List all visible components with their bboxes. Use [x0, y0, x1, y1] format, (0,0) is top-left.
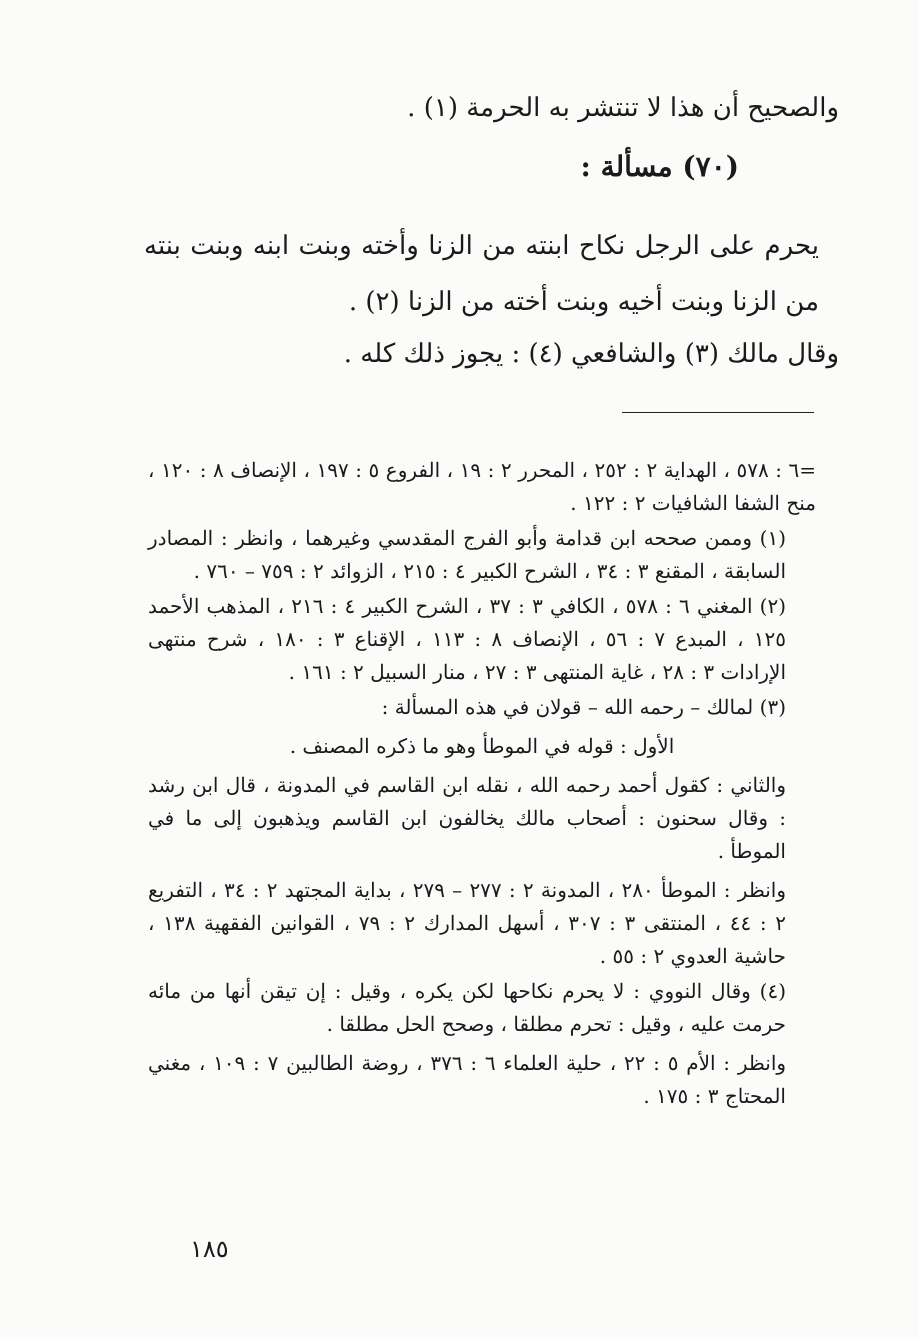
issue-heading: (٧٠) مسألة : [580, 150, 739, 183]
footnote-3-second-opinion: والثاني : كقول أحمد رحمه الله ، نقله ابن القاسم في المدونة ، قال ابن رشد : وقال سحنون : أصحاب مالك يخالفون ابن القاسم ويذهبون إلى ما في الموطأ . [148, 773, 786, 863]
opinion-paragraph: وقال مالك (٣) والشافعي (٤) : يجوز ذلك كله . [343, 339, 839, 369]
footnote-continuation: =٦ : ٥٧٨ ، الهداية ٢ : ٢٥٢ ، المحرر ٢ : ١٩ ، الفروع ٥ : ١٩٧ ، الإنصاف ٨ : ١٢٠ ، منح الشفا الشافيات ٢ : ١٢٢ . [148, 458, 817, 515]
footnote-3-first-opinion: الأول : قوله في الموطأ وهو ما ذكره المصنف . [289, 734, 675, 758]
footnote-3-references: وانظر : الموطأ ٢٨٠ ، المدونة ٢ : ٢٧٧ – ٢٧٩ ، بداية المجتهد ٢ : ٣٤ ، التفريع ٢ : ٤٤ ، المنتقى ٣ : ٣٠٧ ، أسهل المدارك ٢ : ٧٩ ، القوانين الفقهية ١٣٨ ، حاشية العدوي ٢ : ٥٥ . [148, 878, 787, 968]
page-number: ١٨٥ [190, 1235, 229, 1263]
footnote-4-references: وانظر : الأم ٥ : ٢٢ ، حلية العلماء ٦ : ٣٧٦ ، روضة الطالبين ٧ : ١٠٩ ، مغني المحتاج ٣ : ١٧٥ . [148, 1051, 787, 1108]
footnote-2: (٢) المغني ٦ : ٥٧٨ ، الكافي ٣ : ٣٧ ، الشرح الكبير ٤ : ٢١٦ ، المذهب الأحمد ١٢٥ ، المبدع ٧ : ٥٦ ، الإنصاف ٨ : ١١٣ ، الإقناع ٣ : ١٨٠ ، شرح منتهى الإرادات ٣ : ٢٨ ، غاية المنتهى ٣ : ٢٧ ، منار السبيل ٢ : ١٦١ . [148, 594, 787, 684]
footnotes [148, 454, 816, 1115]
footnote-4: (٤) وقال النووي : لا يحرم نكاحها لكن يكره ، وقيل : إن تيقن أنها من مائه حرمت عليه ، وقيل : تحرم مطلقا ، وصحح الحل مطلقا . [148, 979, 786, 1036]
issue-paragraph: يحرم على الرجل نكاح ابنته من الزنا وأخته وبنت ابنه وبنت بنته من الزنا وبنت أخيه وبنت أخته من الزنا (٢) . [144, 231, 819, 317]
footnote-3: (٣) لمالك – رحمه الله – قولان في هذه المسألة : [381, 695, 786, 719]
opening-line: والصحيح أن هذا لا تنتشر به الحرمة (١) . [407, 93, 839, 123]
footnote-separator [622, 412, 814, 413]
footnote-1: (١) وممن صححه ابن قدامة وأبو الفرج المقدسي وغيرهما ، وانظر : المصادر السابقة ، المقنع ٣ : ٣٤ ، الشرح الكبير ٤ : ٢١٥ ، الزوائد ٢ : ٧٥٩ – ٧٦٠ . [148, 526, 786, 583]
